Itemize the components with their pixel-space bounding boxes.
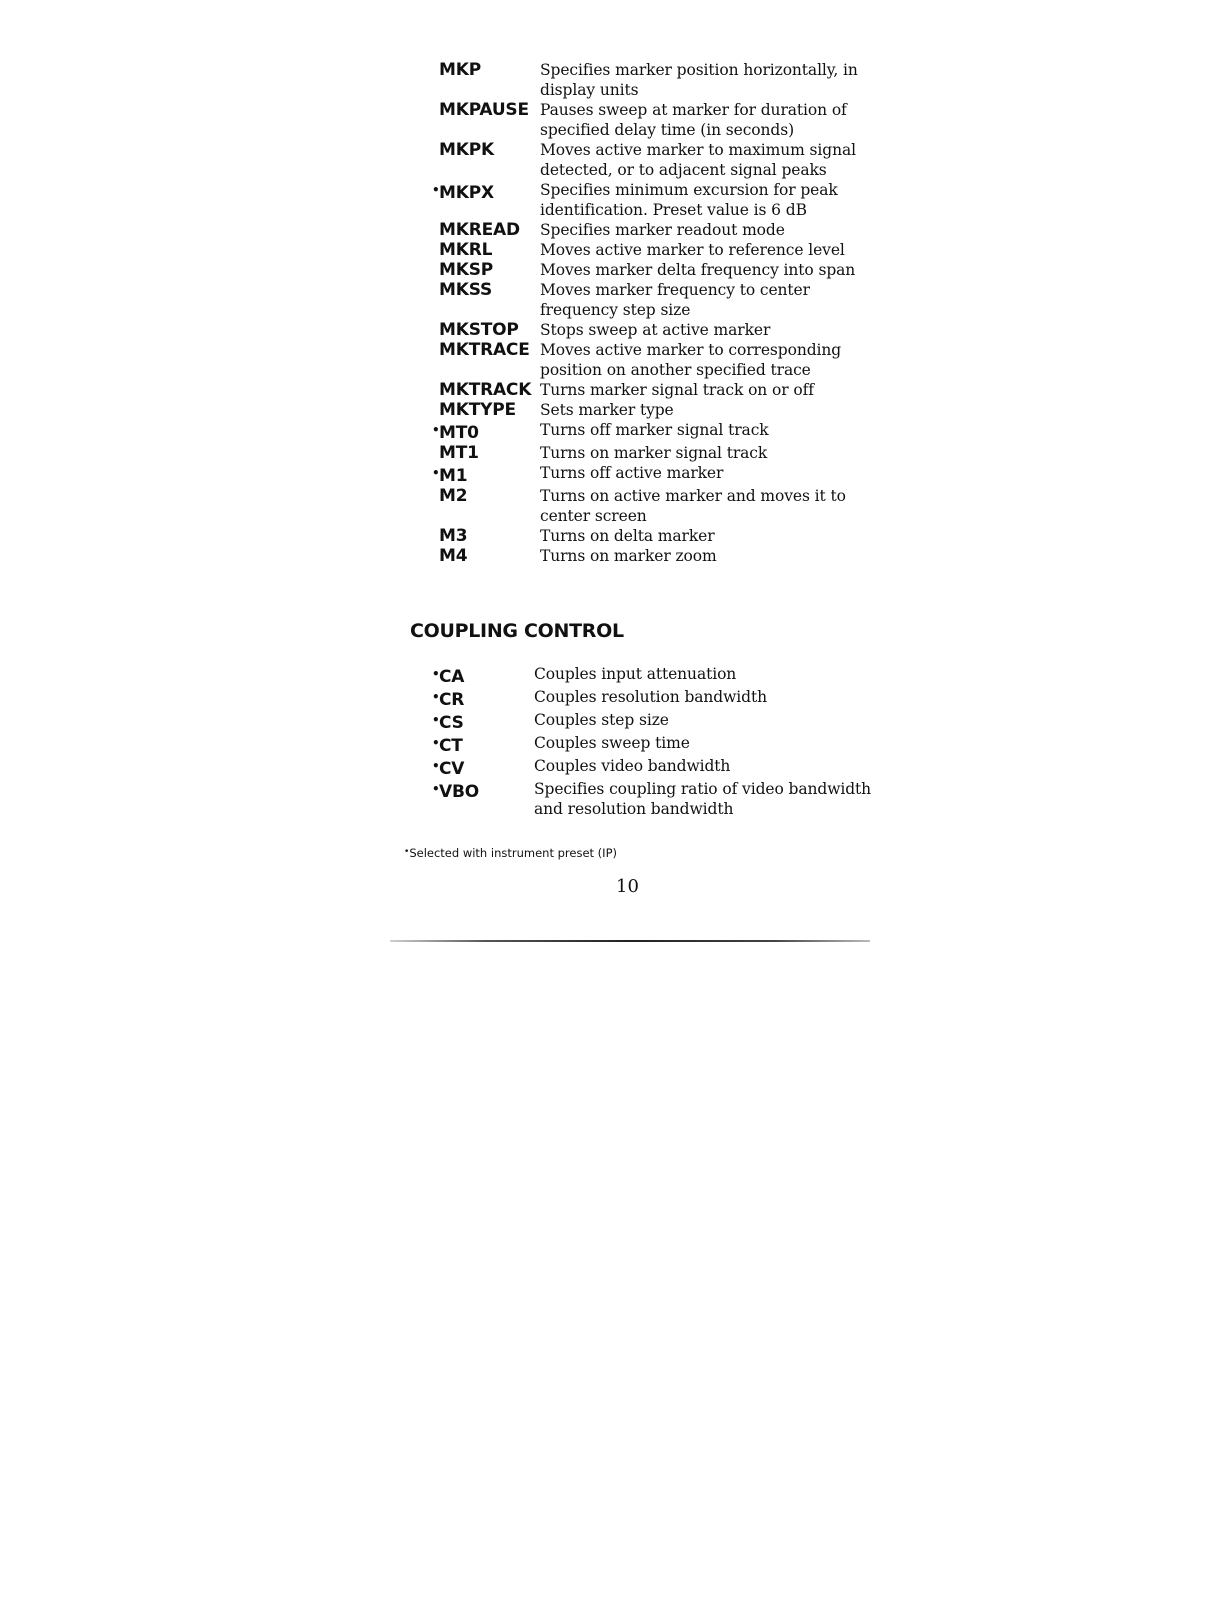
command-code <box>432 180 540 203</box>
command-code-text: M1 <box>439 466 468 486</box>
command-row <box>432 420 872 443</box>
command-row <box>432 546 872 566</box>
command-description: Moves marker delta frequency into span <box>540 261 856 279</box>
command-code <box>432 463 540 486</box>
command-row <box>432 340 872 380</box>
footnote-star: • <box>404 847 410 857</box>
command-description: Specifies marker readout mode <box>540 221 785 239</box>
marker-command-list <box>432 60 872 566</box>
command-code <box>432 140 540 160</box>
command-code <box>432 100 540 120</box>
command-description: Specifies minimum excursion for peak identification. Preset value is 6 dB <box>540 181 838 219</box>
command-description: Couples step size <box>534 711 669 729</box>
command-description: Stops sweep at active marker <box>540 321 771 339</box>
command-row <box>432 463 872 486</box>
command-code <box>432 779 534 802</box>
command-row <box>432 710 872 733</box>
command-code-text: CT <box>439 736 463 756</box>
command-code <box>432 420 540 443</box>
preset-star-icon: • <box>432 667 440 681</box>
command-code-text: MKPK <box>439 140 494 160</box>
command-description: Turns on marker signal track <box>540 444 768 462</box>
command-code-text: MKSS <box>439 280 493 300</box>
coupling-command-list <box>432 664 872 819</box>
command-row <box>432 779 872 819</box>
command-code <box>432 340 540 360</box>
command-row <box>432 687 872 710</box>
preset-star-icon: • <box>432 782 440 796</box>
command-code <box>432 400 540 420</box>
footnote-text: Selected with instrument preset (IP) <box>409 846 617 860</box>
command-row <box>432 320 872 340</box>
command-code-text: MKSTOP <box>439 320 519 340</box>
preset-star-icon: • <box>432 466 440 480</box>
preset-star-icon: • <box>432 423 440 437</box>
command-row <box>432 443 872 463</box>
command-code-text: M2 <box>439 486 468 506</box>
command-code <box>432 526 540 546</box>
command-code-text: MT1 <box>439 443 479 463</box>
command-code <box>432 280 540 300</box>
command-code-text: MKTRACK <box>439 380 532 400</box>
command-code-text: MKSP <box>439 260 493 280</box>
command-code-text: MKPX <box>439 183 494 203</box>
section-title: COUPLING CONTROL <box>410 620 624 642</box>
command-code-text: CA <box>439 667 465 687</box>
command-description: Couples resolution bandwidth <box>534 688 767 706</box>
command-row <box>432 733 872 756</box>
command-code <box>432 687 534 710</box>
command-description: Moves marker frequency to center frequency step size <box>540 281 810 319</box>
page-number: 10 <box>616 876 639 897</box>
command-row <box>432 280 872 320</box>
command-description: Specifies coupling ratio of video bandwidth and resolution bandwidth <box>534 780 872 818</box>
command-code-text: MKRL <box>439 240 493 260</box>
command-code-text: VBO <box>439 782 479 802</box>
command-row <box>432 140 872 180</box>
command-row <box>432 400 872 420</box>
command-row <box>432 526 872 546</box>
command-row <box>432 60 872 100</box>
command-code-text: M4 <box>439 546 468 566</box>
command-description: Turns marker signal track on or off <box>540 381 814 399</box>
command-description: Turns off active marker <box>540 464 724 482</box>
command-row <box>432 664 872 687</box>
command-code <box>432 220 540 240</box>
command-row <box>432 486 872 526</box>
preset-star-icon: • <box>432 759 440 773</box>
preset-star-icon: • <box>432 736 440 750</box>
command-code <box>432 664 534 687</box>
command-description: Couples sweep time <box>534 734 690 752</box>
command-code <box>432 380 540 400</box>
command-description: Turns on marker zoom <box>540 547 717 565</box>
command-description: Turns off marker signal track <box>540 421 769 439</box>
command-code <box>432 710 534 733</box>
command-row <box>432 260 872 280</box>
command-row <box>432 180 872 220</box>
preset-star-icon: • <box>432 713 440 727</box>
command-description: Moves active marker to corresponding position on another specified trace <box>540 341 842 379</box>
command-description: Couples input attenuation <box>534 665 737 683</box>
command-code <box>432 546 540 566</box>
command-code <box>432 733 534 756</box>
command-description: Turns on delta marker <box>540 527 715 545</box>
command-code-text: CS <box>439 713 464 733</box>
command-description: Turns on active marker and moves it to center screen <box>540 487 846 525</box>
command-code <box>432 756 534 779</box>
command-code-text: M3 <box>439 526 468 546</box>
command-code-text: MKREAD <box>439 220 520 240</box>
preset-star-icon: • <box>432 690 440 704</box>
command-row <box>432 220 872 240</box>
command-code-text: CV <box>439 759 465 779</box>
command-code <box>432 486 540 506</box>
command-description: Couples video bandwidth <box>534 757 731 775</box>
command-code <box>432 443 540 463</box>
command-row <box>432 756 872 779</box>
command-code <box>432 320 540 340</box>
command-code-text: MKTRACE <box>439 340 530 360</box>
command-code-text: MKTYPE <box>439 400 516 420</box>
command-code-text: MKPAUSE <box>439 100 529 120</box>
command-code <box>432 260 540 280</box>
command-code-text: MKP <box>439 60 481 80</box>
command-row <box>432 100 872 140</box>
command-row <box>432 240 872 260</box>
preset-star-icon: • <box>432 183 440 197</box>
command-code <box>432 60 540 80</box>
command-code-text: MT0 <box>439 423 479 443</box>
command-description: Moves active marker to maximum signal detected, or to adjacent signal peaks <box>540 141 856 179</box>
footnote <box>404 846 617 860</box>
command-code <box>432 240 540 260</box>
command-description: Pauses sweep at marker for duration of specified delay time (in seconds) <box>540 101 847 139</box>
command-code-text: CR <box>439 690 465 710</box>
command-row <box>432 380 872 400</box>
bottom-rule <box>390 940 870 942</box>
command-description: Sets marker type <box>540 401 674 419</box>
command-description: Specifies marker position horizontally, in display units <box>540 61 858 99</box>
command-description: Moves active marker to reference level <box>540 241 845 259</box>
